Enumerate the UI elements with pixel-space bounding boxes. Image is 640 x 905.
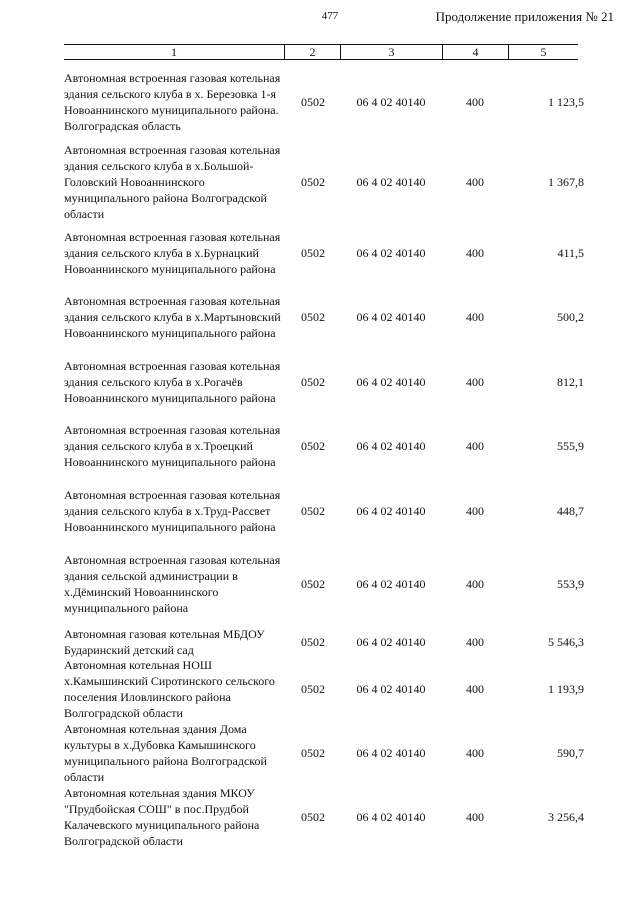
row-amount: 3 256,4	[548, 810, 584, 824]
row-code: 06 4 02 40140	[356, 746, 426, 760]
row-code: 06 4 02 40140	[356, 375, 426, 389]
page-number: 477	[321, 10, 339, 22]
row-amount: 555,9	[557, 439, 584, 453]
row-name: Автономная встроенная газовая котельная здания сельского клуба в х.Труд-Рассвет Новоаннинского муниципального района	[64, 488, 281, 534]
row-code: 06 4 02 40140	[356, 95, 426, 109]
row-name: Автономная котельная здания МКОУ "Прудбойская СОШ" в пос.Прудбой Калачевского муниципального района Волгоградской области	[64, 786, 260, 848]
column-header-3: 3	[340, 45, 442, 59]
column-header-5: 5	[508, 45, 578, 59]
row-kind: 400	[466, 810, 484, 824]
row-section: 0502	[301, 746, 325, 760]
row-section: 0502	[301, 246, 325, 260]
row-amount: 553,9	[557, 577, 584, 591]
table-row	[64, 358, 584, 406]
row-amount: 812,1	[557, 375, 584, 389]
column-header-1: 1	[171, 45, 177, 59]
row-amount: 448,7	[557, 504, 584, 518]
row-name: Автономная встроенная газовая котельная здания сельского клуба в х.Мартыновский Новоаннинского муниципального района	[64, 294, 281, 340]
row-kind: 400	[466, 375, 484, 389]
row-section: 0502	[301, 95, 325, 109]
row-amount: 1 367,8	[548, 175, 584, 189]
row-amount: 1 193,9	[548, 682, 584, 696]
row-section: 0502	[301, 310, 325, 324]
row-kind: 400	[466, 746, 484, 760]
row-section: 0502	[301, 577, 325, 591]
row-code: 06 4 02 40140	[356, 310, 426, 324]
table-row	[64, 487, 584, 535]
table-row	[64, 293, 584, 341]
row-kind: 400	[466, 246, 484, 260]
row-code: 06 4 02 40140	[356, 175, 426, 189]
row-code: 06 4 02 40140	[356, 504, 426, 518]
row-name: Автономная встроенная газовая котельная здания сельской администрации в х.Дёминский Новоаннинского муниципального района	[64, 553, 281, 615]
row-amount: 5 546,3	[548, 635, 584, 649]
table-row	[64, 422, 584, 470]
row-amount: 500,2	[557, 310, 584, 324]
row-kind: 400	[466, 175, 484, 189]
row-code: 06 4 02 40140	[356, 810, 426, 824]
row-name: Автономная встроенная газовая котельная здания сельского клуба в х.Большой-Головский Новоаннинского муниципального района Волгоградской области	[64, 143, 281, 221]
table-row	[64, 721, 584, 785]
row-name: Автономная газовая котельная МБДОУ Бударинский детский сад	[64, 627, 265, 657]
row-amount: 1 123,5	[548, 95, 584, 109]
column-header-2: 2	[284, 45, 340, 59]
table-row	[64, 552, 584, 616]
table-header	[64, 44, 578, 60]
table-row	[64, 229, 584, 277]
row-code: 06 4 02 40140	[356, 635, 426, 649]
row-kind: 400	[466, 635, 484, 649]
table-row	[64, 626, 584, 658]
row-kind: 400	[466, 504, 484, 518]
table-row	[64, 657, 584, 721]
table-row	[64, 142, 584, 222]
row-section: 0502	[301, 635, 325, 649]
row-section: 0502	[301, 375, 325, 389]
row-section: 0502	[301, 504, 325, 518]
row-amount: 590,7	[557, 746, 584, 760]
row-kind: 400	[466, 439, 484, 453]
row-code: 06 4 02 40140	[356, 682, 426, 696]
column-header-4: 4	[442, 45, 508, 59]
row-name: Автономная встроенная газовая котельная здания сельского клуба в х.Троецкий Новоаннинского муниципального района	[64, 423, 281, 469]
row-section: 0502	[301, 682, 325, 696]
row-name: Автономная котельная здания Дома культуры в х.Дубовка Камышинского муниципального района Волгоградской области	[64, 722, 267, 784]
row-kind: 400	[466, 577, 484, 591]
row-name: Автономная встроенная газовая котельная здания сельского клуба в х.Рогачёв Новоаннинского муниципального района	[64, 359, 281, 405]
row-amount: 411,5	[557, 246, 584, 260]
table-row	[64, 70, 584, 134]
row-section: 0502	[301, 175, 325, 189]
row-name: Автономная встроенная газовая котельная здания сельского клуба в х.Бурнацкий Новоаннинского муниципального района	[64, 230, 281, 276]
row-kind: 400	[466, 682, 484, 696]
row-kind: 400	[466, 310, 484, 324]
row-name: Автономная встроенная газовая котельная здания сельского клуба в х. Березовка 1-я Новоаннинского муниципального района. Волгоградская область	[64, 71, 281, 133]
row-kind: 400	[466, 95, 484, 109]
row-code: 06 4 02 40140	[356, 439, 426, 453]
row-section: 0502	[301, 810, 325, 824]
row-code: 06 4 02 40140	[356, 246, 426, 260]
row-section: 0502	[301, 439, 325, 453]
row-name: Автономная котельная НОШ х.Камышинский Сиротинского сельского поселения Иловлинского района Волгоградской области	[64, 658, 275, 720]
table-row	[64, 785, 584, 849]
appendix-continuation-note: Продолжение приложения № 21	[435, 9, 614, 24]
row-code: 06 4 02 40140	[356, 577, 426, 591]
